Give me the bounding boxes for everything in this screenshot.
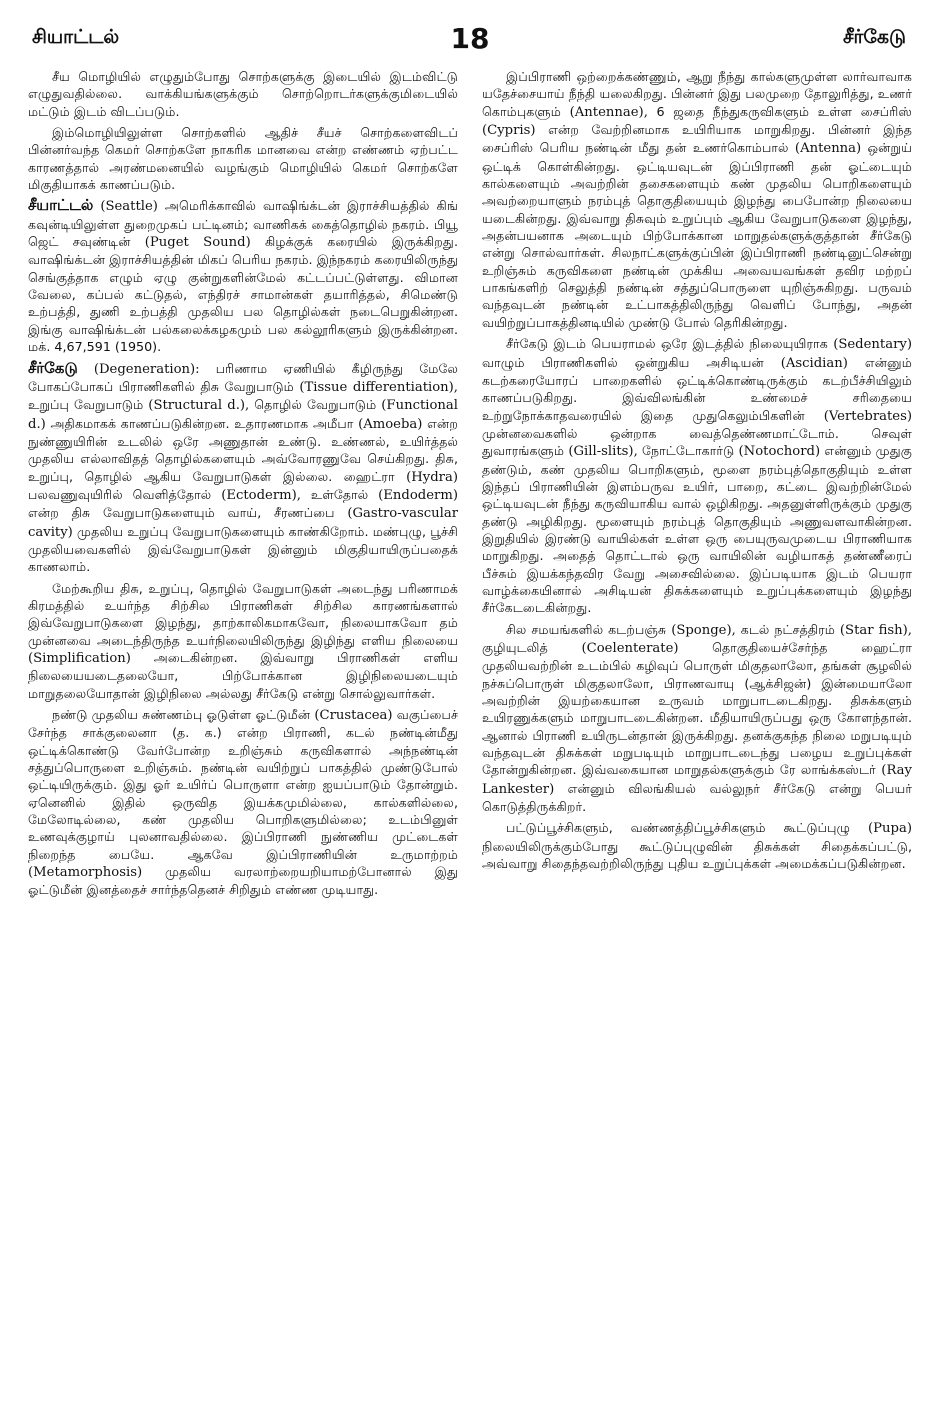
paragraph-text: ஒன்றுய் ஒட்டிக் கொள்கின்றது. ஒட்டியவுடன் இப்பிராணி தன் ஓட்டையும் கால்களையும் அவற்றின் தசைகளையும் கண் முதலிய பொறிகளையும் அவற்றையாளும் நரம்புத் தொகுதியையும் இழந்து பைபோன்ற நிலையை யடைகின்றது. இவ்வாறு திசுவும் உறுப்பும் ஆகிய வேறுபாடுகளை இழந்து, அதன்பயனாக அடையும் பிற்போக்கான மாறுதல்களுக்குத்தான் சீர்கேடு என்று சொல்வார்கள். சிலநாட்களுக்குப்பின் இப்பிராணி நண்டினுட்சென்று உறிஞ்சும் கருவிகளை நண்டின் முக்கிய அவையவங்கள் தவிர மற்றப் பாகங்களிற் செலுத்தி நண்டின் சத்துப்பொருளை யுறிஞ்சுகிறது. பருவம் வந்தவுடன் நண்டின் உட்பாகத்திலிருந்து வெளிப் போந்து, அதன் வயிற்றுப்பாகத்தினடியில் முண்டு போல் தெரிகின்றது. [482, 140, 912, 330]
header-right-guide-word: சீர்கேடு [842, 26, 906, 48]
entry-text: உள்தோல் [310, 486, 369, 502]
paragraph-text: அடைகின்றன. இவ்வாறு பிராணிகள் எளிய நிலையையடைதலையோ, பிற்போக்கான இழிநிலையடையும் மாறுதலையோதான் இழிநிலை அல்லது சீர்கேடு என்று சொல்லுவார்கள். [28, 650, 458, 701]
latin-term: (Coelenterate) [581, 641, 679, 656]
paragraph-text: என்னும் முதுகு தண்டும், கண் முதலிய பொறிகளும், மூளை நரம்புத்தொகுதியும் உள்ள இந்தப் பிராணியின் இளம்பருவ உயிர், பாறை, கட்டை இவற்றின்மேல் ஒட்டியவுடன் நீந்து கருவியாகிய வால் ஒழிகிறது. அதனுள்ளிருக்கும் முதுகு தண்டு அழிகிறது. மூளையும் நரம்புத் தொகுதியும் அணுவளவாகின்றன. இறுதியில் இரண்டு வாயில்கள் உள்ள ஒரு பையுருவமுடைய பிராணியாக மாறுகிறது. அதைத் தொட்டால் ஒரு வாயிலின் வழியாகத் தண்ணீரைப் பீச்சும் இயக்கந்தவிர வேறு அசைவில்லை. இப்படியாக இடம் பெயரா வாழ்க்கையினால் அசிடியன் திசுக்களையும் உறுப்புக்களையும் இழந்து சீர்கேடடைகின்றது. [482, 443, 912, 616]
paragraph [28, 580, 458, 702]
latin-term: (Pupa) [868, 821, 912, 837]
paragraph-text: முதலிய வரலாற்றையறியாமற்போனால் இது ஓட்டுமீன் இனத்தைச் சார்ந்ததெனச் சிறிதும் எண்ண முடியாது. [28, 864, 458, 898]
paragraph-text: சில சமயங்களில் கடற்பஞ்சு [506, 621, 667, 637]
latin-term: (Amoeba) [358, 416, 423, 432]
latin-term: (Structural d.), [148, 398, 250, 414]
paragraph-text: என்னும் கடற்கரையோரப் பாறைகளில் ஒட்டிக்கொண்டிருக்கும் கடற்பீச்சியிலும் காணப்படுகிறது. இவ்விலங்கின் உண்மைச் சரிதையை உற்றுநோக்காதவரையில் இதை முதுகெலும்பிகளின் [482, 354, 912, 423]
paragraph-text: நிலையிலிருக்கும்போது கூட்டுப்புழுவின் திசுக்கள் சிதைக்கப்பட்டு, அவ்வாறு சிதைந்தவற்றிலிருந்து புதிய உறுப்புக்கள் அமைக்கப்படுகின்றன. [482, 838, 912, 872]
entry-headword: சீயாட்டல் [28, 196, 94, 215]
latin-term: (Hydra) [406, 469, 458, 485]
paragraph [482, 621, 912, 816]
entry-text: கிழக்குக் கரையில் இருக்கிறது. வாஷிங்க்டன் இராச்சியத்தின் மிகப் பெரிய நகரம். இந்நகரம் கரையிலிருந்து செங்குத்தாக எழும் ஏழு குன்றுகளின்மேல் கட்டப்பட்டுள்ளது. விமான வேலை, கப்பல் கட்டுதல், எந்திரச் சாமான்கள் தயாரித்தல், சிமெண்டு உற்பத்தி, துணி உற்பத்தி முதலிய பல தொழில்கள் நடைபெறுகின்றன. இங்கு வாஷிங்க்டன் பல்கலைக்கழகமும் பல கல்லூரிகளும் இருக்கின்றன. மக். 4,67,591 (1950). [28, 234, 458, 355]
entry-text: பலவணுவுயிரில் வெளித்தோல் [28, 486, 212, 502]
entry-seattle [28, 197, 458, 355]
paragraph-text: வாழும் பிராணிகளில் ஒன்றுகிய அசிடியன் [482, 354, 764, 370]
latin-term: (Metamorphosis) [28, 865, 143, 881]
latin-term: (Ectoderm), [221, 487, 301, 503]
entry-degeneration [28, 360, 458, 576]
latin-term: (Antenna) [794, 141, 862, 157]
entry-text: என்ற திசு வேறுபாடுகளையும் வாய், சீரணப்பை [28, 505, 335, 521]
latin-term: (Cypris) [482, 123, 536, 139]
latin-term: (Vertebrates) [823, 408, 912, 424]
latin-term: (Crustacea) [314, 708, 393, 724]
page-number: 18 [450, 22, 490, 55]
latin-term: (Functional d.) [28, 398, 458, 432]
paragraph-text: 6 ஜதை நீந்துகருவிகளும் உள்ள சைப்ரிஸ் [656, 103, 912, 119]
latin-term: (Sponge), [671, 622, 736, 638]
paragraph-text: பட்டுப்பூச்சிகளும், வண்ணத்திப்பூச்சிகளும் கூட்டுப்புழு [506, 820, 851, 836]
latin-term: (Gastro-vascular cavity) [28, 506, 458, 540]
entry-text: தொழில் வேறுபாடும் [254, 397, 377, 413]
latin-term: (Gill-slits), [568, 444, 638, 460]
paragraph-text: என்னும் விலங்கியல் வல்லுநர் சீர்கேடு என்று பெயர் கொடுத்திருக்கிறர். [482, 780, 912, 815]
paragraph-text: என்ற வேற்றினமாக உயிரியாக மாறுகிறது. பின்னர் இந்த சைப்ரிஸ் பெரிய நண்டின் மீது தன் உணர்கொம்பால் [482, 122, 912, 156]
latin-term: (Seattle) [100, 199, 158, 215]
paragraph-text: கடல் நட்சத்திரம் [740, 621, 836, 637]
paragraph: இம்மொழியிலுள்ள சொற்களில் ஆதிச் சீயச் சொற்களைவிடப் பின்னர்வந்த கெமர் சொற்களே நாகரிக மானவை என்ற எண்ணம் ஏற்பட்ட காரணத்தால் அரண்மனையில் வழங்கும் மொழியில் கெமர் சொற்களே மிகுதியாகக் காணப்படும். [28, 125, 458, 193]
text-columns [28, 68, 912, 1423]
paragraph: சீய மொழியில் எழுதும்போது சொற்களுக்கு இடையில் இடம்விட்டு எழுதுவதில்லை. வாக்கியங்களுக்கும் சொற்றொடர்களுக்குமிடையில் மட்டும் இடம் விடப்படும். [28, 69, 458, 119]
paragraph-text: மேற்கூறிய திசு, உறுப்பு, தொழில் வேறுபாடுகள் அடைந்து பரிணாமக் கிரமத்தில் உயர்ந்த சிற்சில பிராணிகள் சிற்சில காரணங்களால் இவ்வேறுபாடுகளை இழந்து, தாற்காலிகமாகவோ, நிலையாகவோ தம் முன்னவை அடைந்திருந்த உயர்நிலையிலிருந்து இழிந்து எளிய நிலையை [28, 580, 458, 648]
latin-term: (Antennae), [569, 104, 648, 120]
paragraph-text: நோட்டோகார்டு [641, 443, 735, 459]
entry-text: பரிணாம ஏணியில் கீழிருந்து மேலே போகப்போகப் பிராணிகளில் திசு வேறுபாடும் [28, 360, 458, 394]
paragraph-text: சீர்கேடு இடம் பெயராமல் ஒரே இடத்தில் நிலையுயிராக [506, 336, 828, 352]
paragraph [28, 706, 458, 899]
latin-term: (Star fish), [839, 622, 912, 638]
latin-term: (Tissue differentiation), [299, 379, 458, 395]
paragraph-text: வகுப்பைச் சேர்ந்த சாக்குலைனா (த. க.) என்ற பிராணி, கடல் நண்டின்மீது ஒட்டிக்கொண்டு வேர்போன்ற உறிஞ்சும் கருவிகளால் அந்நண்டின் சத்துப்பொருளை உறிஞ்சும். நண்டின் வயிற்றுப் பாகத்தில் முண்டுபோல் ஒட்டியிருக்கும். இது ஓர் உயிர்ப் பொருளா என்ற ஐயப்பாடும் தோன்றும். ஏனெனில் இதில் ஒருவித இயக்கமுமில்லை, கால்களில்லை, மேலோடில்லை, கண் முதலிய பொறிகளுமில்லை; உடம்பினுள் உணவுக்குழாய் புலனாவதில்லை. இப்பிராணி நுண்ணிய முட்டைகள் நிறைந்த பையே. ஆகவே இப்பிராணியின் உருமாற்றம் [28, 707, 458, 862]
paragraph [482, 819, 912, 872]
latin-term: (Ascidian) [780, 355, 848, 371]
entry-headword: சீர்கேடு [28, 358, 78, 377]
header-left-guide-word: சியாட்டல் [32, 26, 120, 48]
entry-text: அமெரிக்காவில் வாஷிங்க்டன் இராச்சியத்தில் கிங் கவுன்டியிலுள்ள துறைமுகப் பட்டினம்; வாணிகக் கைத்தொழில் நகரம். பியூ ஜெட் சவுண்டின் [28, 198, 458, 250]
latin-term: (Endoderm) [378, 487, 458, 503]
latin-term: (Notochord) [738, 444, 821, 460]
latin-term: (Degeneration): [93, 361, 200, 377]
entry-text: முதலிய உறுப்பு வேறுபாடுகளையும் காண்கிறோம். மண்புழு, பூச்சி முதலியவைகளில் இவ்வேறுபாடுகள் இன்னும் மிகுதியாயிருப்பதைக் காணலாம். [28, 523, 458, 575]
entry-text: உறுப்பு வேறுபாடும் [28, 397, 144, 413]
right-column [482, 68, 912, 1423]
paragraph-text: குழியுடலித் [482, 640, 548, 655]
paragraph-text: தொகுதியைச்சேர்ந்த ஹைட்ரா முதலியவற்றின் உடம்பில் கழிவுப் பொருள் மிகுதலாலோ, தங்கள் சூழலில் நச்சுப்பொருள் மிகுதலாலோ, பிராணவாயு (ஆக்சிஜன்) இன்மையாலோ அவற்றின் இயற்கையான உருவம் மாறுபாடடைகிறது. திசுக்களும் உயிரணுக்களும் மாறுபாடடைகின்றன. மீதியாயிருப்பது ஒரு கோளந்தான். ஆனால் பிராணி உயிருடன்தான் இருக்கிறது. தனக்குகந்த நிலை மறுபடியும் வந்தவுடன் திசுக்கள் மறுபடியும் மாறுபாடடைந்து பழைய உறுப்புக்கள் தோன்றுகின்றன. இவ்வகையான மாறுதல்களுக்கும் ரே லாங்க்கஸ்டர் [482, 640, 912, 778]
paragraph-text: இப்பிராணி ஒற்றைக்கண்ணும், ஆறு நீந்து கால்களுமுள்ள லார்வாவாக யதேச்சையாய் நீந்தி யலைகிறது. பின்னர் இது பலமுறை தோலுரித்து, உணர் கொம்புகளும் [482, 69, 912, 119]
paragraph [482, 335, 912, 617]
latin-term: (Simplification) [28, 651, 131, 666]
entry-text: அதிகமாகக் காணப்படுகின்றன. உதாரணமாக அமீபா [50, 415, 354, 431]
latin-term: (Sedentary) [833, 337, 912, 353]
entry-text: என்ற நுண்ணுயிரின் உடலில் ஒரே அணுதான் உண்டு. உண்ணல், உயிர்த்தல் முதலிய எல்லாவிதத் தொழில்களையும் அவ்வோரணுவே செய்கிறது. திசு, உறுப்பு, தொழில் ஆகிய வேறுபாடுகள் இல்லை. ஹைட்ரா [28, 415, 458, 484]
latin-term: (Puget Sound) [144, 235, 251, 251]
paragraph [482, 68, 912, 331]
latin-term: (Ray Lankester) [482, 763, 912, 797]
page-header [28, 22, 912, 62]
left-column [28, 68, 458, 1423]
paragraph-text: நண்டு முதலிய சுண்ணம்பு ஓடுள்ள ஓட்டுமீன் [52, 707, 311, 723]
paragraph-text: முன்னவைகளில் ஒன்றாக வைத்தெண்ணமாட்டோம். செவுள் துவாரங்களும் [482, 425, 912, 459]
